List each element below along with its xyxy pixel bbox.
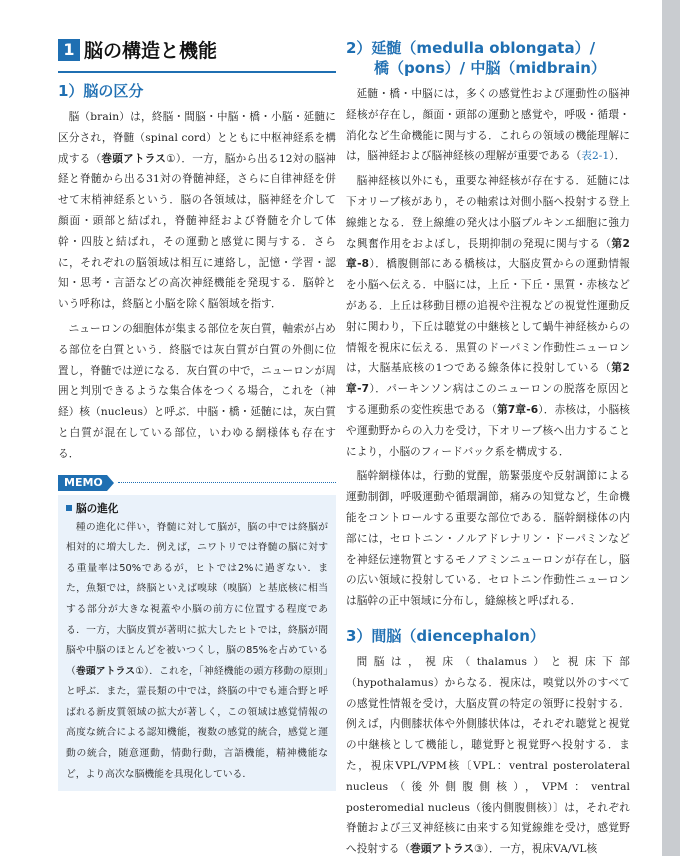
paragraph-text: ①）．一方，脳から出る12対の脳神経と脊髄から出る31対の脊髄神経，さらに自律神経を併せて末梢神経系という．脳の各領域は，脳神経を介して顔面・頭部と結ばれ，脊髄神経および脊髄を介して体幹・四肢と結ばれ，その運動と感覚に関与する．さらに，それぞれの脳領域は相互に連絡し，記憶・学習・認知・思考・言語などの高次神経機能を発現する．脳幹という呼称は，終脳と小脳を除く脳領域を指す． [58, 152, 336, 311]
section-rule [58, 71, 336, 73]
paragraph-text: 間脳は，視床（thalamus）と視床下部（hypothalamus）からなる．視床は，嗅覚以外のすべての感覚性情報を受け，大脳皮質の特定の領野に投射する．例えば，内側膝状体や外側膝状体は，それぞれ聴覚と視覚の中継核として機能し，聴覚野と視覚野へ投射する．また，視床VPL/VPM核〔VPL：ventral posterolateral nucleus（後外側腹側核），VPM：ventral posteromedial nucleus（後内側腹側核）〕は，それぞれ脊髄および三叉神経核に由来する知覚線維を受け，感覚野へ投射する（ [346, 655, 630, 856]
paragraph-gray-white-matter: ニューロンの細胞体が集まる部位を灰白質，軸索が占める部位を白質という．終脳では灰白質が白質の外側に位置し，脊髄では逆になる．灰白質の中で，ニューロンが周囲と判別できるような集合体をつくる場合，これを（神経）核（nucleus）と呼ぶ．中脳・橋・延髄には，灰白質と白質が混在している部位，いわゆる網様体も存在する． [58, 322, 336, 460]
atlas-ref: 巻頭アトラス [410, 843, 475, 856]
paragraph-important-nuclei [346, 171, 630, 462]
memo-tab-label: MEMO [58, 475, 107, 491]
subsection-title-2-line2: 橋（pons）/ 中脳（midbrain） [374, 59, 606, 77]
paragraph-text: ）．パーキンソン病はこのニューロンの脱落を原因とする運動系の変性疾患である（ [346, 383, 630, 416]
subsection-title-2-line1: 2）延髄（medulla oblongata）/ [346, 39, 596, 57]
square-bullet-icon [66, 505, 72, 511]
memo-text: 種の進化に伴い，脊髄に対して脳が，脳の中では終脳が相対的に増大した．例えば，ニワトリでは脊髄の脳に対する重量率は50%であるが，ヒトでは2%に過ぎない．また，魚類では，終脳といえば嗅球（嗅脳）と基底核に相当する部分が大きな視蓋や小脳の前方に位置する程度である．一方，大脳皮質が著明に拡大したヒトでは，終脳が間脳や中脳のほとんどを被いつくし，脳の85%を占めている（ [66, 521, 328, 677]
memo-content [58, 495, 336, 792]
paragraph-diencephalon [346, 652, 630, 860]
table-ref: 表2-1 [581, 150, 610, 163]
memo-box [58, 475, 336, 792]
paragraph-brainstem-nuclei [346, 84, 630, 167]
paragraph-text: 脳神経核以外にも，重要な神経核が存在する．延髄には下オリーブ核があり，その軸索は対側小脳へ投射する登上線維となる．登上線維の発火は小脳プルキンエ細胞に強力な興奮作用をおよぼし，長期抑制の発現に関与する（ [346, 175, 630, 250]
subsection-title-2 [346, 38, 630, 78]
left-column [58, 36, 336, 791]
memo-dotted-rule [118, 482, 336, 483]
chapter-ref: 第2章-8 [346, 237, 630, 271]
paragraph-text: 延髄・橋・中脳には，多くの感覚性および運動性の脳神経核が存在し，顔面・頭部の運動と感覚や，呼吸・循環・消化など生命機能に関与する．これらの領域の機能理解には，脳神経および脳神経核の理解が重要である（ [346, 88, 630, 163]
right-column [346, 36, 630, 864]
memo-arrow-icon [107, 475, 114, 491]
memo-heading-text: 脳の進化 [76, 502, 119, 515]
memo-heading [66, 501, 328, 516]
subsection-title-3: 3）間脳（diencephalon） [346, 626, 545, 645]
chapter-ref: 第2章-7 [346, 362, 630, 396]
memo-header [58, 475, 336, 491]
subsection-title-1: 1）脳の区分 [58, 82, 144, 100]
paragraph-text: ）．赤核は，小脳核や運動野からの入力を受け，下オリーブ核へ出力することにより，小脳のフィードバック系を構成する． [346, 403, 630, 458]
paragraph-reticular-formation: 脳幹網様体は，行動的覚醒，筋緊張度や反射調節による運動制御，呼吸運動や循環調節，痛みの知覚など，生命機能をコントロールする重要な部位である．脳幹網様体の内部には，セロトニン・ノルアドレナリン・ドーパミンなどを神経伝達物質とするモノアミンニューロンが存在し，脳の広い領域に投射している．セロトニン作動性ニューロンは脳幹の正中領域に分布し，縫線核と呼ばれる． [346, 470, 630, 608]
section-number-badge: 1 [58, 39, 80, 61]
paragraph-brain-division [58, 107, 336, 315]
atlas-ref: 巻頭アトラス [75, 665, 136, 677]
section-title: 脳の構造と機能 [84, 40, 218, 62]
chapter-ref: 第7章-6 [497, 403, 539, 416]
memo-text: ①）．これを，「神経機能の頭方移動の原則」と呼ぶ．また，霊長類の中では，終脳の中でも連合野と呼ばれる新皮質領域の拡大が著しく，この領域は感覚情報の高度な統合による認知機能，複数の感覚的統合，感覚と運動の統合，随意運動，情動行動，言語機能，精神機能など，より高次な脳機能を具現化している． [66, 665, 328, 780]
paragraph-text: 脳（brain）は，終脳・間脳・中脳・橋・小脳・延髄に区分され，脊髄（spinal cord）とともに中枢神経系を構成する（ [58, 111, 336, 165]
memo-paragraph [66, 518, 328, 786]
paragraph-text: ）．橋腹側部にある橋核は，大脳皮質からの運動情報を小脳へ伝える．中脳には，上丘・下丘・黒質・赤核などがある．上丘は移動目標の追視や注視などの視覚性運動反射に関わり，下丘は聴覚の中継核として蝸牛神経核からの情報を視床に伝える．黒質のドーパミン作動性ニューロンは，大脳基底核の1つである線条体に投射している（ [346, 258, 630, 375]
paragraph-text: ）． [609, 150, 626, 163]
section-heading [58, 36, 336, 63]
paragraph-text: ③）．一方，視床VA/VL核 [474, 843, 598, 856]
atlas-ref: 巻頭アトラス [101, 152, 167, 165]
page-edge-bar [662, 0, 680, 856]
